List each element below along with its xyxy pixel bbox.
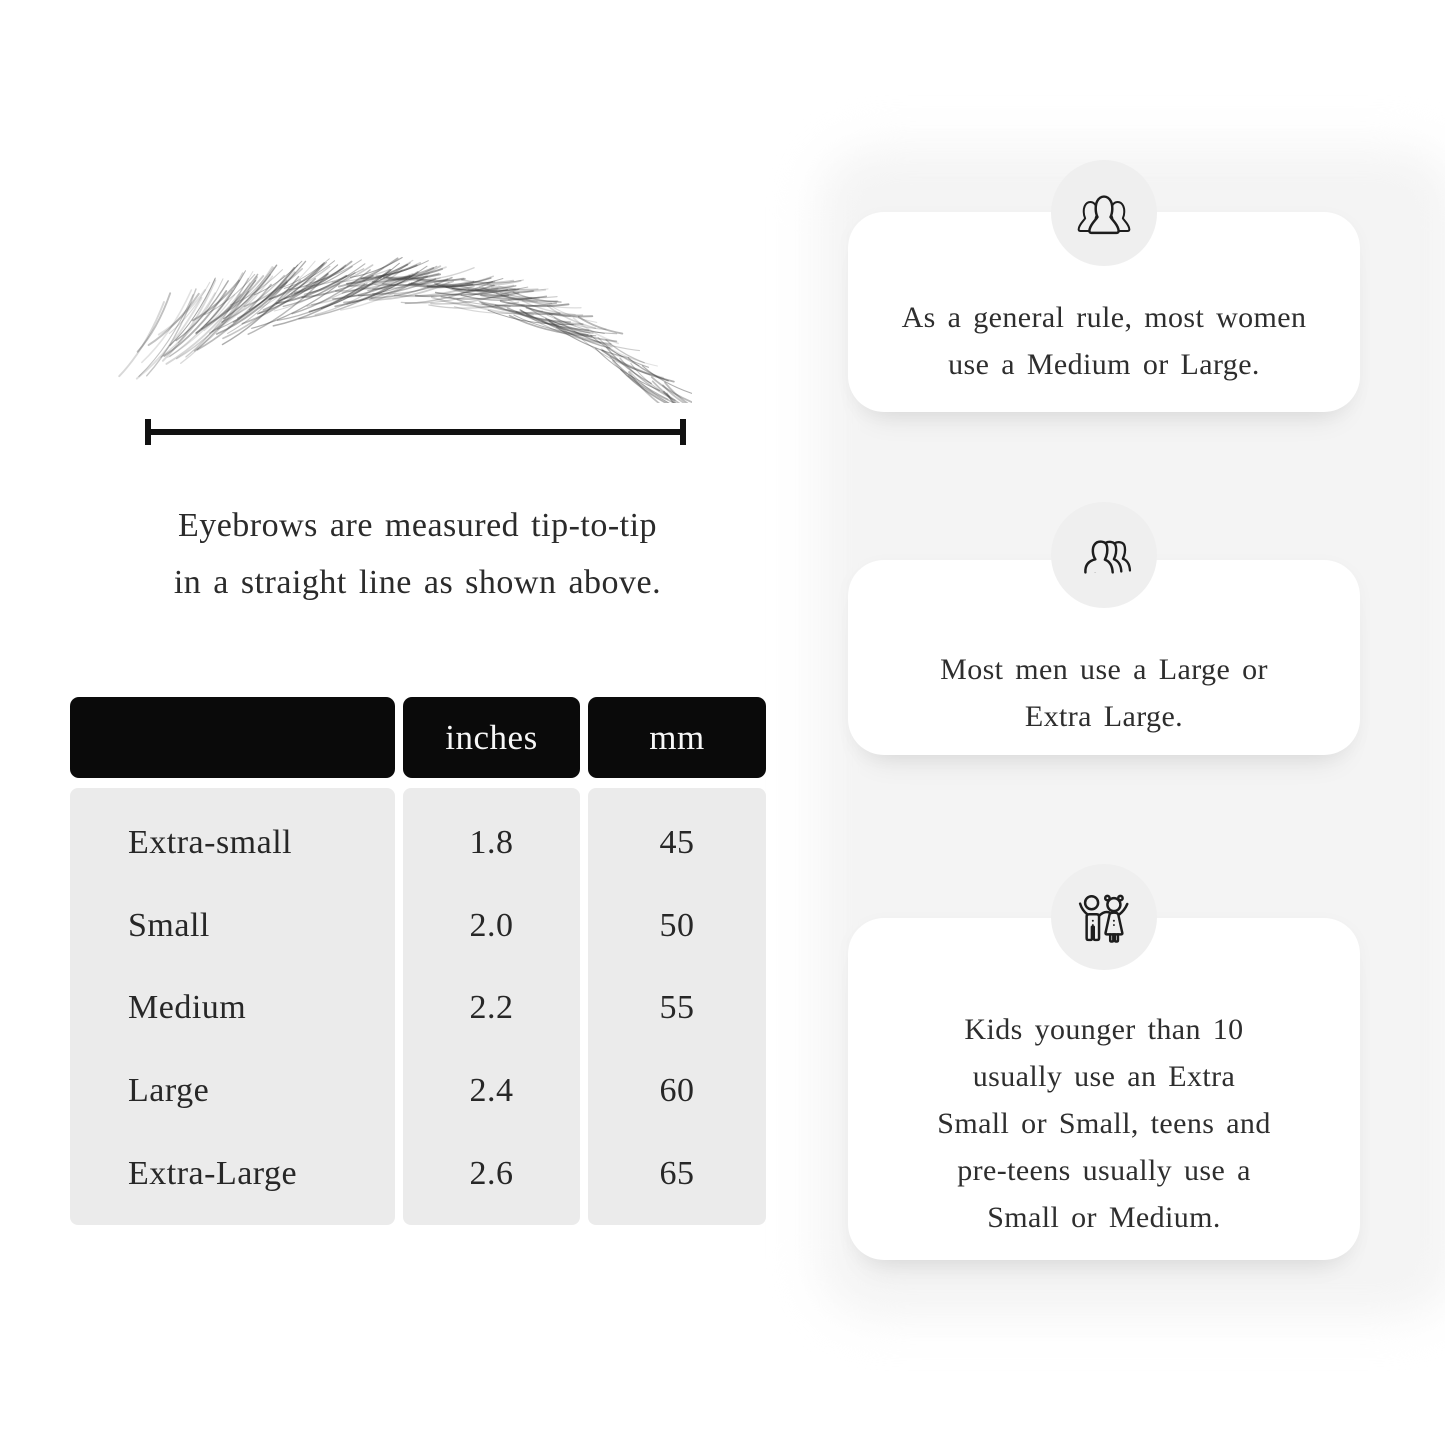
- card-text-line: Small or Small, teens and: [937, 1107, 1271, 1140]
- card-text-line: Kids younger than 10: [964, 1013, 1244, 1046]
- card-text-line: Most men use a Large or: [940, 653, 1268, 686]
- table-cell-inches: 2.4: [469, 1072, 514, 1110]
- eyebrow-illustration: [112, 233, 692, 403]
- table-row-label: Extra-Large: [128, 1154, 298, 1192]
- card-text-line: Small or Medium.: [987, 1201, 1221, 1234]
- table-cell-inches: 2.2: [469, 989, 514, 1027]
- kids-icon: [1051, 864, 1157, 970]
- table-cell-mm: 55: [659, 989, 695, 1027]
- table-cell-mm: 45: [659, 824, 695, 862]
- size-table-mm-body: [588, 788, 766, 1225]
- table-cell-mm: 60: [659, 1072, 695, 1110]
- size-table-inches-column: [403, 697, 580, 1225]
- table-row-label: Large: [128, 1072, 210, 1110]
- card-text-line: As a general rule, most women: [901, 301, 1307, 334]
- table-cell-inches: 1.8: [469, 824, 514, 862]
- measurement-caption: [70, 497, 765, 611]
- table-row-label: Medium: [128, 989, 247, 1027]
- table-cell-inches: 2.6: [469, 1154, 514, 1192]
- size-table-label-body: [70, 788, 395, 1225]
- caption-line: in a straight line as shown above.: [173, 564, 662, 601]
- table-cell-mm: 50: [659, 906, 695, 944]
- measurement-line: [145, 429, 686, 435]
- men-group-icon: [1051, 502, 1157, 608]
- table-row-label: Extra-small: [128, 824, 293, 862]
- card-text-line: pre-teens usually use a: [957, 1154, 1251, 1187]
- table-cell-mm: 65: [659, 1154, 695, 1192]
- size-table-inches-body: [403, 788, 580, 1225]
- card-text-line: use a Medium or Large.: [948, 348, 1260, 381]
- size-table-label-column: [70, 697, 395, 1225]
- card-text-line: Extra Large.: [1024, 700, 1184, 733]
- size-table-header-inches: inches: [403, 697, 580, 778]
- caption-line: Eyebrows are measured tip-to-tip: [177, 507, 658, 544]
- table-cell-inches: 2.0: [469, 906, 514, 944]
- women-group-icon: [1051, 160, 1157, 266]
- table-row-label: Small: [128, 906, 210, 944]
- size-table: [70, 697, 766, 1225]
- size-table-header-blank: [70, 697, 395, 778]
- card-text-line: usually use an Extra: [972, 1060, 1236, 1093]
- size-table-header-mm: mm: [588, 697, 766, 778]
- size-table-mm-column: [588, 697, 766, 1225]
